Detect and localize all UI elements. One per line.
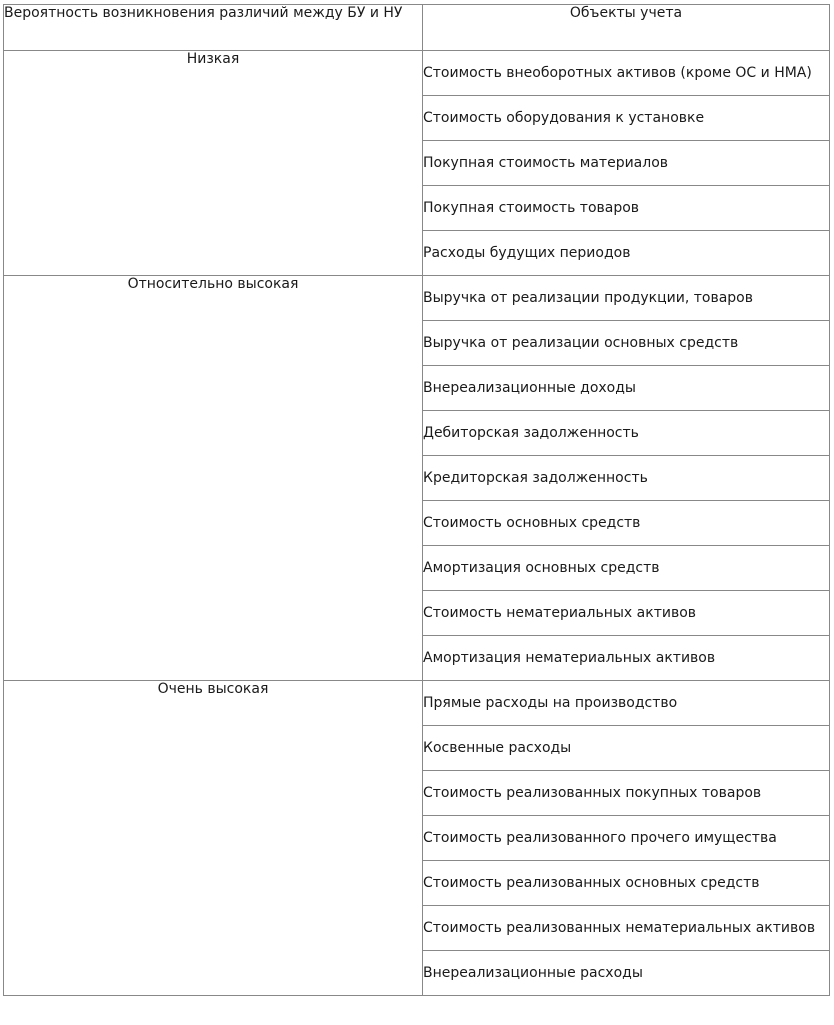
accounting-object-cell: Стоимость основных средств	[423, 501, 830, 546]
accounting-object-cell: Стоимость нематериальных активов	[423, 591, 830, 636]
probability-group-cell: Очень высокая	[4, 681, 423, 996]
table-row	[4, 276, 830, 321]
probability-group-cell: Относительно высокая	[4, 276, 423, 681]
accounting-object-cell: Стоимость реализованного прочего имущества	[423, 816, 830, 861]
accounting-object-cell: Прямые расходы на производство	[423, 681, 830, 726]
accounting-object-cell: Кредиторская задолженность	[423, 456, 830, 501]
table-header-row	[4, 5, 830, 51]
table-row	[4, 681, 830, 726]
probability-group-cell: Низкая	[4, 51, 423, 276]
accounting-object-cell: Стоимость реализованных основных средств	[423, 861, 830, 906]
accounting-object-cell: Выручка от реализации основных средств	[423, 321, 830, 366]
table-body	[4, 51, 830, 996]
difference-probability-table	[3, 4, 830, 996]
accounting-object-cell: Внереализационные расходы	[423, 951, 830, 996]
accounting-object-cell: Покупная стоимость материалов	[423, 141, 830, 186]
accounting-object-cell: Амортизация основных средств	[423, 546, 830, 591]
accounting-object-cell: Выручка от реализации продукции, товаров	[423, 276, 830, 321]
accounting-object-cell: Стоимость реализованных нематериальных активов	[423, 906, 830, 951]
table-row	[4, 51, 830, 96]
accounting-object-cell: Стоимость оборудования к установке	[423, 96, 830, 141]
header-objects: Объекты учета	[423, 5, 830, 51]
header-probability: Вероятность возникновения различий между БУ и НУ	[4, 5, 423, 51]
accounting-object-cell: Внереализационные доходы	[423, 366, 830, 411]
accounting-object-cell: Стоимость реализованных покупных товаров	[423, 771, 830, 816]
accounting-object-cell: Покупная стоимость товаров	[423, 186, 830, 231]
accounting-object-cell: Дебиторская задолженность	[423, 411, 830, 456]
accounting-object-cell: Амортизация нематериальных активов	[423, 636, 830, 681]
accounting-object-cell: Стоимость внеоборотных активов (кроме ОС и НМА)	[423, 51, 830, 96]
accounting-object-cell: Косвенные расходы	[423, 726, 830, 771]
accounting-object-cell: Расходы будущих периодов	[423, 231, 830, 276]
